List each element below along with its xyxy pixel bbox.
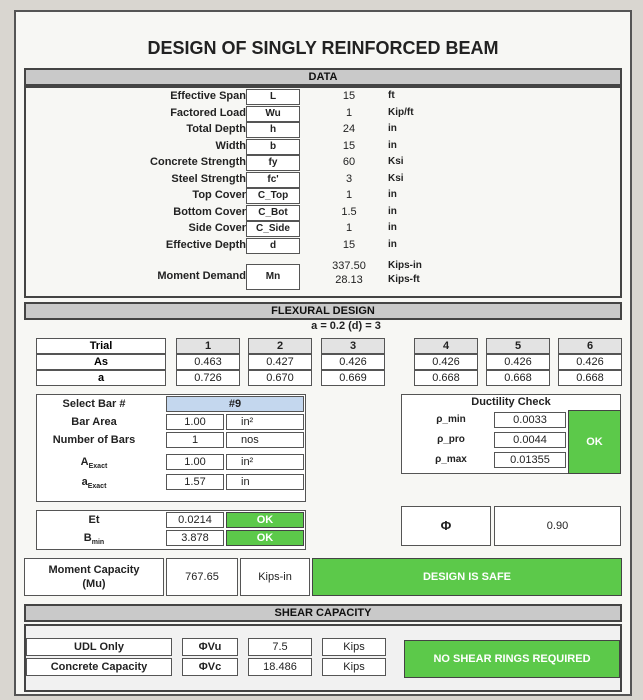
number-of-bars-value[interactable]: 1 [166, 432, 224, 448]
input-symbol: fc' [246, 172, 300, 188]
shear-status-badge: NO SHEAR RINGS REQUIRED [404, 640, 620, 678]
trial-as-value[interactable]: 0.426 [414, 354, 478, 370]
bar-area-label: Bar Area [71, 416, 117, 428]
shear-symbol: ΦVu [182, 638, 238, 656]
b-min-label: $B_{min}$ [83, 532, 105, 547]
trial-row-label: Trial [36, 338, 166, 354]
input-label: Side Cover [188, 222, 246, 234]
shear-capacity-header: SHEAR CAPACITY [24, 604, 622, 622]
input-label: Effective Depth [165, 238, 246, 251]
trial-number: 3 [321, 338, 385, 354]
input-value[interactable]: 1 [345, 189, 353, 201]
input-unit: in [388, 189, 397, 200]
input-symbol: C_Top [246, 188, 300, 204]
moment-demand-symbol: Mn [246, 264, 300, 290]
input-unit: Kip/ft [388, 106, 414, 118]
input-symbol: C_Side [246, 221, 300, 237]
input-label: Bottom Cover [173, 205, 246, 218]
input-unit: in [388, 139, 397, 151]
select-bar-label: Select Bar # [62, 398, 126, 410]
input-unit: ft [388, 90, 395, 101]
moment-demand-value-kips-in[interactable]: 337.50 [332, 260, 366, 272]
trial-number: 2 [248, 338, 312, 354]
shear-symbol: ΦVc [182, 658, 238, 676]
input-label: Factored Load [170, 106, 246, 119]
ductility-symbol: ρ_max [435, 454, 467, 465]
moment-demand-unit-kips-in: Kips-in [388, 260, 422, 271]
select-bar-dropdown[interactable]: #9 [166, 396, 304, 412]
input-value[interactable]: 15 [342, 90, 356, 102]
trial-a-value[interactable]: 0.726 [176, 370, 240, 386]
shear-unit: Kips [322, 658, 386, 676]
number-of-bars-label: Number of Bars [52, 434, 136, 446]
number-of-bars-unit: nos [226, 432, 304, 448]
b-min-value[interactable]: 3.878 [166, 530, 224, 546]
shear-unit: Kips [322, 638, 386, 656]
ductility-value[interactable]: 0.01355 [494, 452, 566, 468]
input-unit: in [388, 205, 397, 217]
flexural-design-header: FLEXURAL DESIGN [24, 302, 622, 320]
input-symbol: b [246, 139, 300, 155]
input-value[interactable]: 15 [342, 139, 356, 152]
ductility-symbol: ρ_pro [437, 434, 465, 445]
ductility-value[interactable]: 0.0044 [494, 432, 566, 448]
trial-as-value[interactable]: 0.427 [248, 354, 312, 370]
shear-label: UDL Only [26, 638, 172, 656]
bar-area-value[interactable]: 1.00 [166, 414, 224, 430]
input-unit: in [388, 123, 397, 134]
input-label: Effective Span [170, 90, 246, 102]
phi-symbol: Φ [401, 506, 491, 546]
input-label: Width [215, 139, 246, 152]
input-value[interactable]: 60 [342, 156, 356, 168]
input-unit: Ksi [388, 172, 404, 184]
trial-a-value[interactable]: 0.670 [248, 370, 312, 386]
moment-capacity-label [24, 558, 164, 596]
input-unit: Ksi [388, 156, 404, 167]
trial-number: 6 [558, 338, 622, 354]
input-value[interactable]: 15 [342, 238, 356, 251]
trial-as-value[interactable]: 0.426 [321, 354, 385, 370]
shear-value[interactable]: 18.486 [248, 658, 312, 676]
input-symbol: L [246, 89, 300, 105]
input-symbol: d [246, 238, 300, 254]
trial-number: 1 [176, 338, 240, 354]
trial-number: 4 [414, 338, 478, 354]
data-header: DATA [24, 68, 622, 86]
et-label: Et [88, 514, 100, 526]
spreadsheet-sheet [14, 10, 632, 696]
input-unit: in [388, 222, 397, 233]
trial-as-value[interactable]: 0.463 [176, 354, 240, 370]
ductility-status-badge: OK [568, 410, 621, 474]
trial-row-label: a [36, 370, 166, 386]
trial-a-value[interactable]: 0.668 [558, 370, 622, 386]
moment-demand-unit-kips-ft: Kips-ft [388, 274, 420, 285]
shear-value[interactable]: 7.5 [248, 638, 312, 656]
design-safe-badge: DESIGN IS SAFE [312, 558, 622, 596]
input-label: Total Depth [186, 123, 246, 135]
input-label: Concrete Strength [150, 156, 246, 168]
et-status-badge: OK [226, 512, 304, 528]
input-label: Steel Strength [171, 172, 246, 185]
page-title: DESIGN OF SINGLY REINFORCED BEAM [147, 38, 499, 58]
a-formula: a = 0.2 (d) = 3 [311, 320, 381, 332]
moment-capacity-value[interactable]: 767.65 [166, 558, 238, 596]
moment-capacity-label-line2: (Mu) [82, 578, 106, 590]
a-exact-depth-label: $a_{Exact}$ [81, 476, 107, 491]
b-min-status-badge: OK [226, 530, 304, 546]
et-value[interactable]: 0.0214 [166, 512, 224, 528]
shear-label: Concrete Capacity [26, 658, 172, 676]
a-exact-depth-unit: in [226, 474, 304, 490]
phi-value[interactable]: 0.90 [494, 506, 621, 546]
input-unit: in [388, 238, 397, 250]
input-label: Top Cover [192, 189, 246, 201]
trial-a-value[interactable]: 0.668 [414, 370, 478, 386]
input-symbol: Wu [246, 106, 300, 122]
moment-demand-label: Moment Demand [157, 270, 246, 282]
bar-area-unit: in² [226, 414, 304, 430]
a-exact-steel-value[interactable]: 1.00 [166, 454, 224, 470]
a-exact-depth-value[interactable]: 1.57 [166, 474, 224, 490]
input-symbol: C_Bot [246, 205, 300, 221]
input-value[interactable]: 1.5 [341, 205, 357, 218]
trial-a-value[interactable]: 0.668 [486, 370, 550, 386]
trial-as-value[interactable]: 0.426 [486, 354, 550, 370]
trial-as-value[interactable]: 0.426 [558, 354, 622, 370]
moment-demand-value-kips-ft[interactable]: 28.13 [335, 274, 363, 286]
input-value[interactable]: 24 [342, 123, 356, 135]
trial-row-label: As [36, 354, 166, 370]
input-value[interactable]: 1 [345, 222, 353, 234]
ductility-symbol: ρ_min [436, 414, 466, 425]
moment-capacity-label-line1: Moment Capacity [48, 564, 140, 576]
input-symbol: fy [246, 155, 300, 171]
moment-capacity-unit: Kips-in [240, 558, 310, 596]
input-symbol: h [246, 122, 300, 138]
trial-a-value[interactable]: 0.669 [321, 370, 385, 386]
ductility-value[interactable]: 0.0033 [494, 412, 566, 428]
input-value[interactable]: 1 [345, 106, 353, 119]
a-exact-steel-label: $A_{Exact}$ [80, 456, 108, 471]
ductility-check-title: Ductility Check [471, 396, 551, 408]
input-value[interactable]: 3 [345, 172, 353, 185]
trial-number: 5 [486, 338, 550, 354]
a-exact-steel-unit: in² [226, 454, 304, 470]
